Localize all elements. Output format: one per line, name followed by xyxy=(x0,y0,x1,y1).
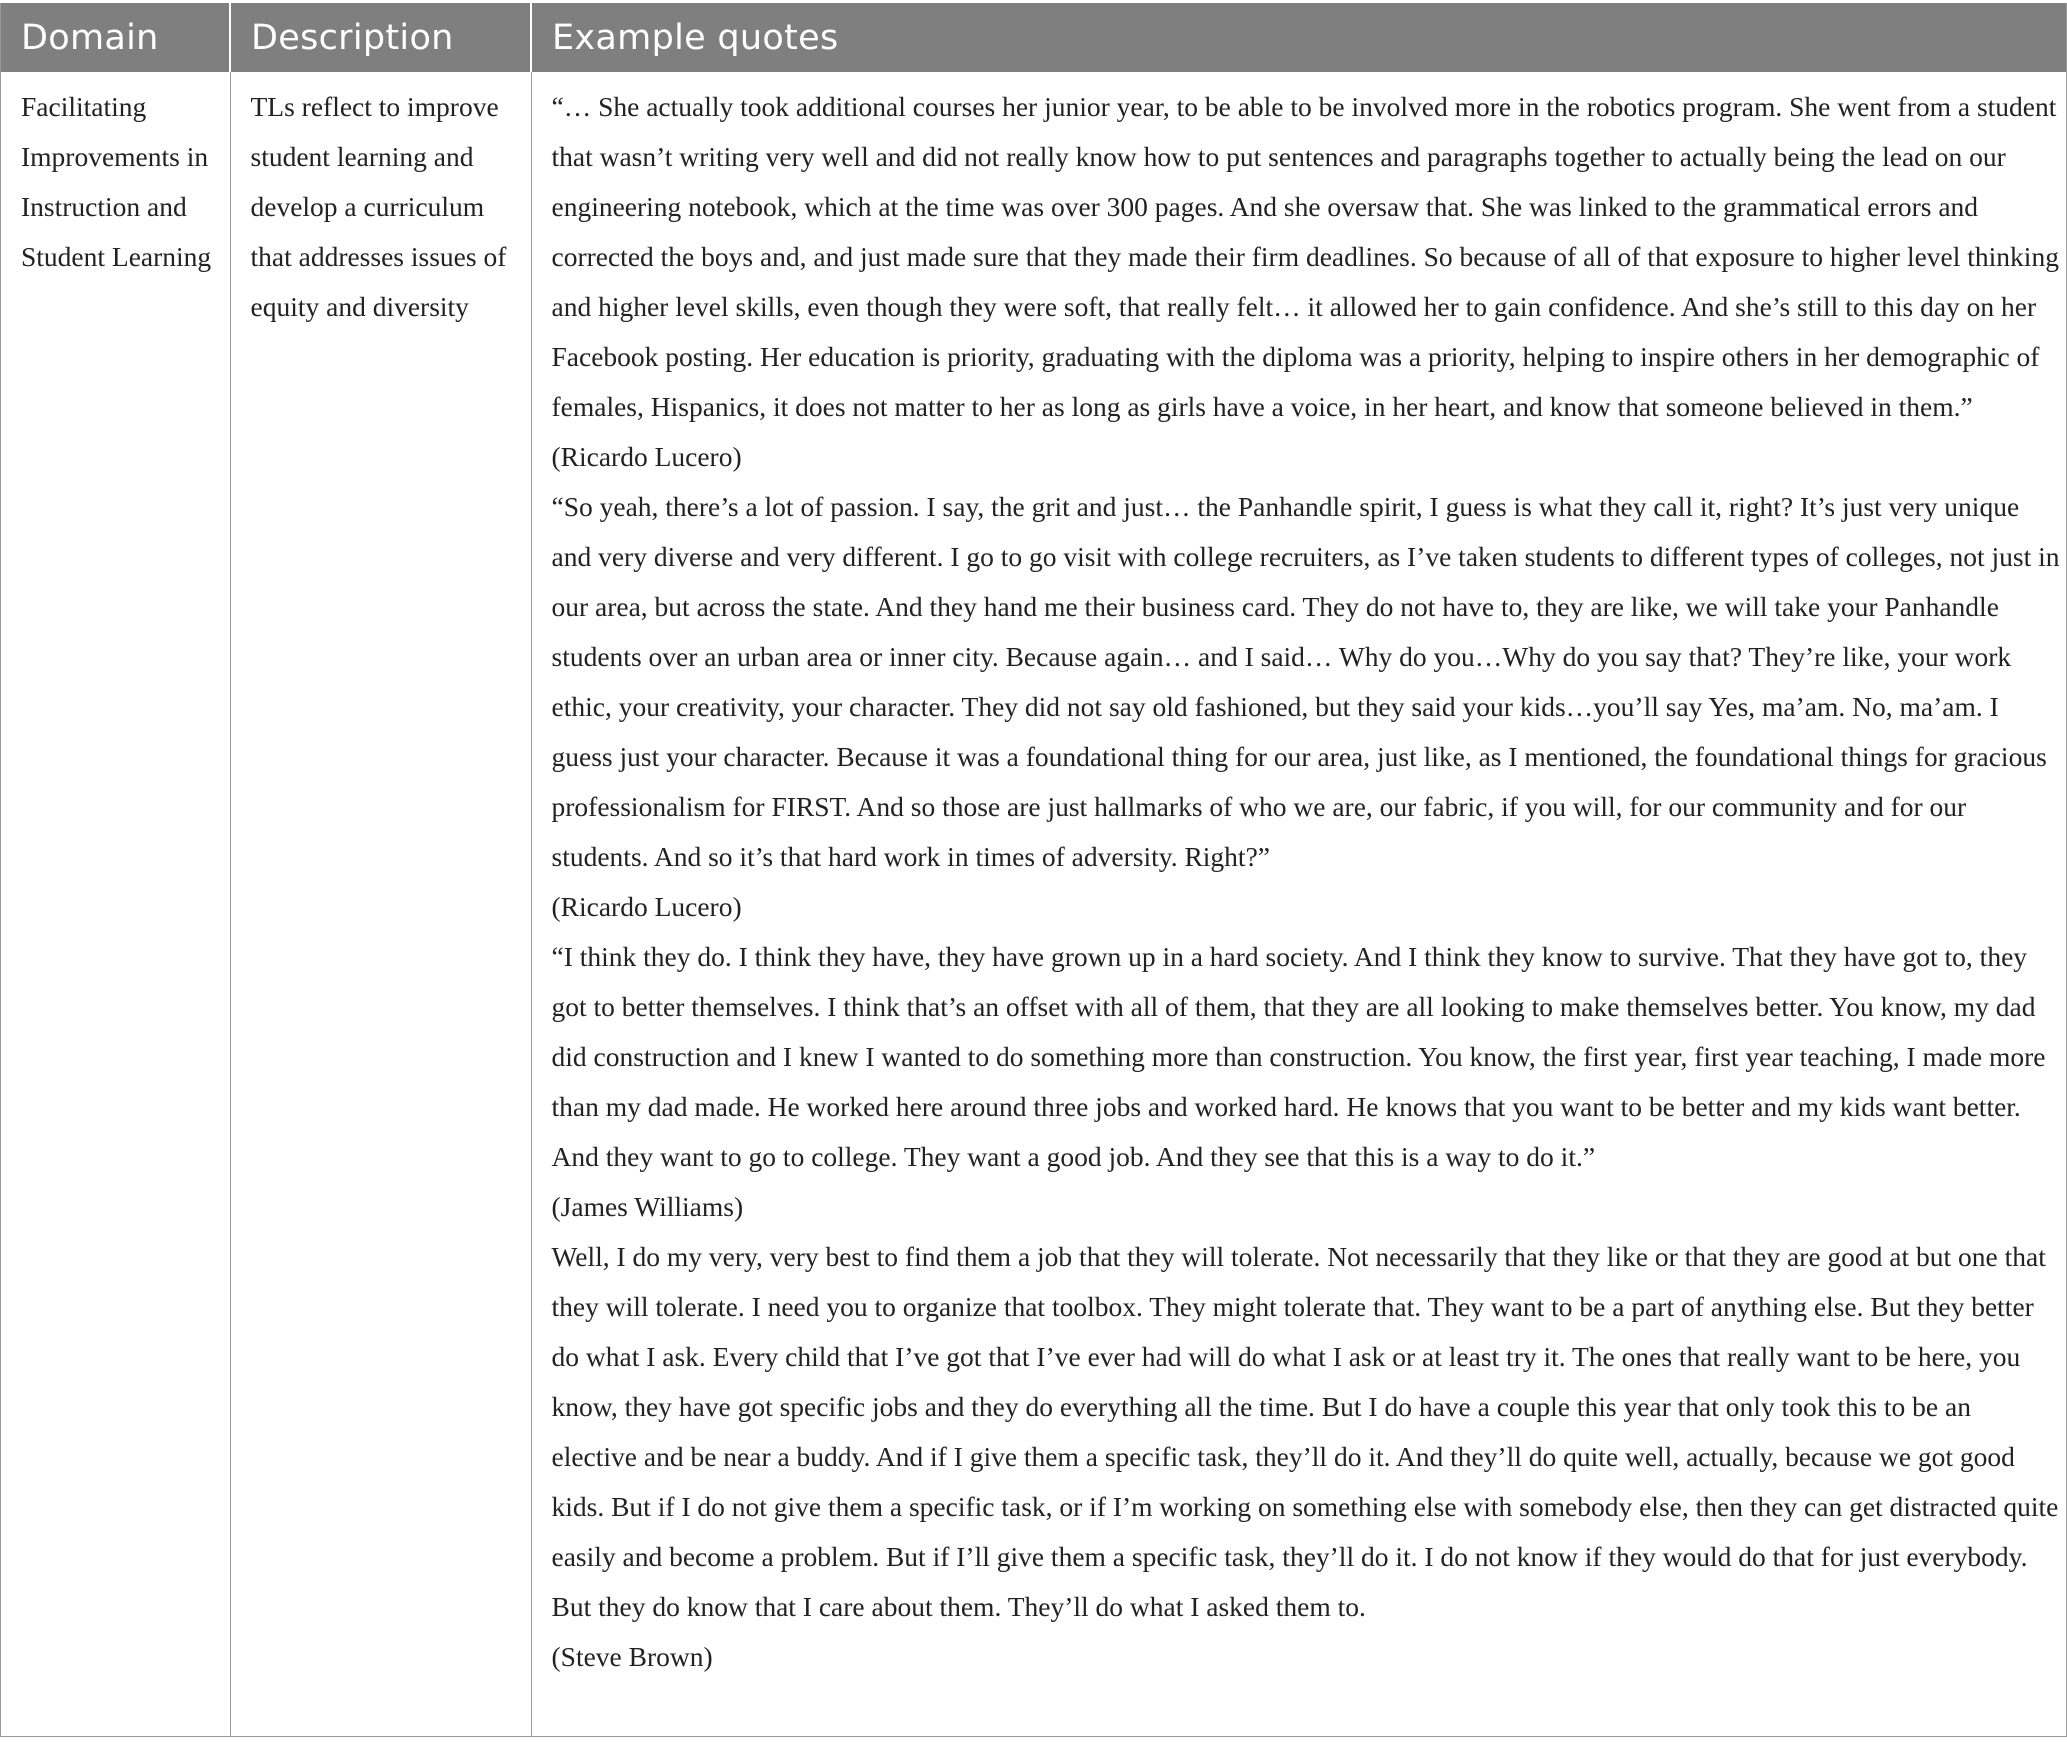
header-row xyxy=(1,3,2066,72)
quotes-table xyxy=(1,3,2066,1736)
header-example-quotes: Example quotes xyxy=(552,17,839,58)
header-domain: Domain xyxy=(1,3,230,72)
quote-text: “I think they do. I think they have, they have grown up in a hard society. And I think they know to survive. That they have got to, they got to better themselves. I think that’s an offset with all of them, that they are all looking to make themselves better. You know, my dad did construction and I knew I wanted to do something more than construction. You know, the first year, first year teaching, I made more than my dad made. He worked here around three jobs and worked hard. He knows that you want to be better and my kids want better. And they want to go to college. They want a good job. And they see that this is a way to do it.” xyxy=(551,941,2046,1172)
domain-cell: Facilitating Improvements in Instruction and Student Learning xyxy=(1,72,230,1736)
quote-speaker: (Ricardo Lucero) xyxy=(551,441,742,472)
quote-text: “So yeah, there’s a lot of passion. I say, the grit and just… the Panhandle spirit, I guess is what they call it, right? It’s just very unique and very diverse and very different. I go to go visit with college recruiters, as I’ve taken students to different types of colleges, not just in our area, but across the state. And they hand me their business card. They do not have to, they are like, we will take your Panhandle students over an urban area or inner city. Because again… and I said… Why do you…Why do you say that? They’re like, your work ethic, your creativity, your character. They did not say old fashioned, but they said your kids…you’ll say Yes, ma’am. No, ma’am. I guess just your character. Because it was a foundational thing for our area, just like, as I mentioned, the foundational things for gracious professionalism for FIRST. And so those are just hallmarks of who we are, our fabric, if you will, for our community and for our students. And so it’s that hard work in times of adversity. Right?” xyxy=(551,491,2060,872)
quote-speaker: (Steve Brown) xyxy=(551,1641,713,1672)
table-row xyxy=(1,72,2066,1736)
quote-text: Well, I do my very, very best to find them a job that they will tolerate. Not necessarily that they like or that they are good at but one that they will tolerate. I need you to organize that toolbox. They might tolerate that. They want to be a part of anything else. But they better do what I ask. Every child that I’ve got that I’ve ever had will do what I ask or at least try it. The ones that really want to be here, you know, they have got specific jobs and they do everything all the time. But I do have a couple this year that only took this to be an elective and be near a buddy. And if I give them a specific task, they’ll do it. And they’ll do quite well, actually, because we got good kids. But if I do not give them a specific task, or if I’m working on something else with somebody else, then they can get distracted quite easily and become a problem. But if I’ll give them a specific task, they’ll do it. I do not know if they would do that for just everybody. But they do know that I care about them. They’ll do what I asked them to. xyxy=(551,1241,2059,1622)
quote-speaker: (James Williams) xyxy=(551,1191,744,1222)
description-cell: TLs reflect to improve student learning and develop a curriculum that addresses issues of equity and diversity xyxy=(230,72,531,1736)
quote-speaker: (Ricardo Lucero) xyxy=(551,891,742,922)
quotes-cell xyxy=(531,72,2066,1736)
quote-text: “… She actually took additional courses her junior year, to be able to be involved more in the robotics program. She went from a student that wasn’t writing very well and did not really know how to put sentences and paragraphs together to actually being the lead on our engineering notebook, which at the time was over 300 pages. And she oversaw that. She was linked to the grammatical errors and corrected the boys and, and just made sure that they made their firm deadlines. So because of all of that exposure to higher level thinking and higher level skills, even though they were soft, that really felt… it allowed her to gain confidence. And she’s still to this day on her Facebook posting. Her education is priority, graduating with the diploma was a priority, helping to inspire others in her demographic of females, Hispanics, it does not matter to her as long as girls have a voice, in her heart, and know that someone believed in them.” xyxy=(551,91,2059,422)
header-description: Description xyxy=(230,3,531,72)
quotes-table-container xyxy=(0,3,2067,1737)
